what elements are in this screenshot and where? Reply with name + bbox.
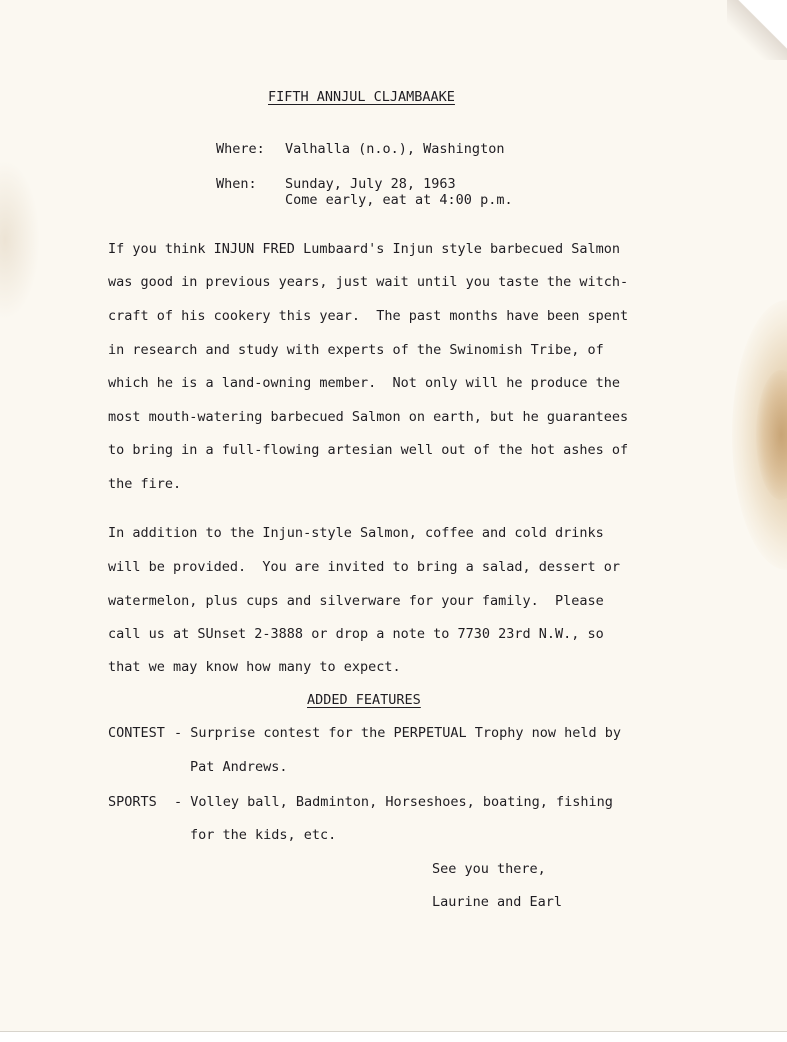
paragraph2-line: call us at SUnset 2-3888 or drop a note to 7730 23rd N.W., so: [108, 626, 604, 642]
paragraph2-line: will be provided. You are invited to bring a salad, dessert or: [108, 559, 621, 575]
paragraph2-line: In addition to the Injun-style Salmon, coffee and cold drinks: [108, 525, 604, 541]
paragraph1-line: the fire.: [108, 476, 182, 492]
paragraph2-line: watermelon, plus cups and silverware for your family. Please: [108, 593, 604, 609]
when-date: Sunday, July 28, 1963: [285, 176, 456, 192]
paragraph1-line: to bring in a full-flowing artesian well out of the hot ashes of: [108, 442, 629, 458]
when-label: When:: [216, 176, 257, 192]
paper-stain-left: [0, 160, 40, 320]
water-stain-core: [756, 370, 787, 500]
contest-label: CONTEST: [108, 725, 165, 741]
sports-label: SPORTS: [108, 794, 157, 810]
where-label: Where:: [216, 141, 265, 157]
where-value: Valhalla (n.o.), Washington: [285, 141, 505, 157]
sports-text-continued: for the kids, etc.: [190, 827, 337, 843]
paragraph1-line: which he is a land-owning member. Not only will he produce the: [108, 375, 621, 391]
closing: See you there,: [432, 861, 546, 877]
paragraph1-line: If you think INJUN FRED Lumbaard's Injun style barbecued Salmon: [108, 241, 621, 257]
paragraph1-line: craft of his cookery this year. The past months have been spent: [108, 308, 629, 324]
contest-text-continued: Pat Andrews.: [190, 759, 288, 775]
added-features-heading: ADDED FEATURES: [307, 692, 421, 708]
paragraph1-line: was good in previous years, just wait until you taste the witch-: [108, 274, 629, 290]
paragraph2-line: that we may know how many to expect.: [108, 659, 401, 675]
paragraph1-line: most mouth-watering barbecued Salmon on earth, but he guarantees: [108, 409, 629, 425]
when-time: Come early, eat at 4:00 p.m.: [285, 192, 513, 208]
signature: Laurine and Earl: [432, 894, 563, 910]
paragraph1-line: in research and study with experts of the Swinomish Tribe, of: [108, 342, 604, 358]
page-title: FIFTH ANNJUL CLJAMBAAKE: [268, 89, 455, 105]
torn-corner: [727, 0, 787, 60]
water-stain: [732, 300, 787, 570]
page-bottom-edge: [0, 1031, 787, 1042]
contest-text: - Surprise contest for the PERPETUAL Trophy now held by: [174, 725, 622, 741]
sports-text: - Volley ball, Badminton, Horseshoes, boating, fishing: [174, 794, 613, 810]
